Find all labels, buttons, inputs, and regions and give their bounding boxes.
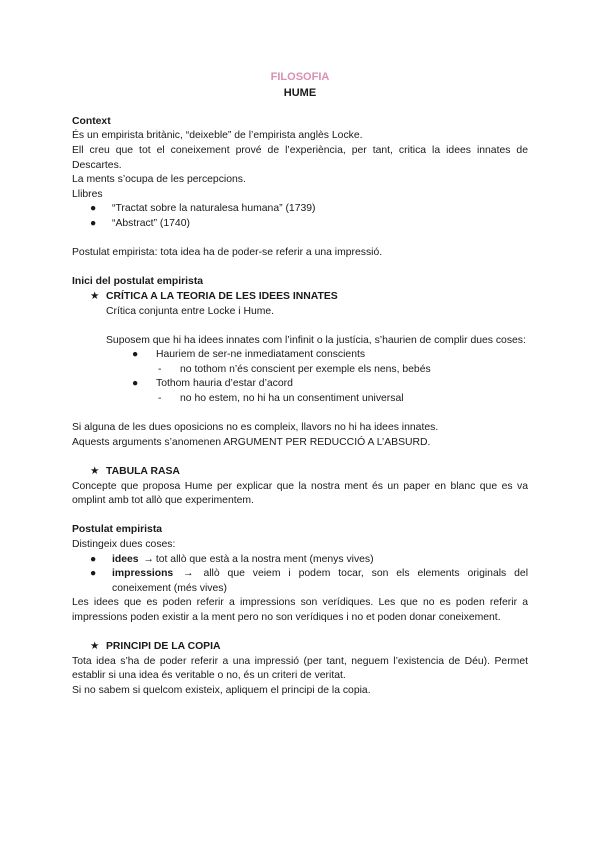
critica-conclusion: Aquests arguments s’anomenen ARGUMENT PER REDUCCIÓ A L’ABSURD. <box>72 436 431 448</box>
list-item: ● “Tractat sobre la naturalesa humana” (1739) <box>72 202 528 217</box>
dash-icon: - <box>158 393 162 405</box>
copia-heading: ★ PRINCIPI DE LA COPIA <box>72 640 528 655</box>
critica-conclusion: Si alguna de les dues oposicions no es compleix, llavors no hi ha idees innates. <box>72 422 439 434</box>
star-icon: ★ <box>90 466 100 478</box>
critica-heading: ★ CRÍTICA A LA TEORIA DE LES IDEES INNATES <box>72 290 528 305</box>
author-title: HUME <box>283 86 317 99</box>
tabula-heading: ★ TABULA RASA <box>72 465 528 480</box>
bullet-icon: ● <box>90 203 97 215</box>
bullet-icon: ● <box>132 349 139 361</box>
critica-subtitle: Crítica conjunta entre Locke i Hume. <box>106 305 275 317</box>
bullet-icon: ● <box>90 568 97 580</box>
list-item: ● idees → tot allò que està a la nostra ment (menys vives) <box>72 553 528 568</box>
inici-heading: Inici del postulat empirista <box>72 276 204 288</box>
postulat-intro: Distingeix dues coses: <box>72 539 176 550</box>
arrow-icon: → <box>183 568 194 580</box>
postulat-heading: Postulat empirista <box>72 524 163 536</box>
postulat-list <box>72 553 528 597</box>
bullet-icon: ● <box>90 217 97 229</box>
copia-text: Si no sabem si quelcom existeix, apliquem el principi de la copia. <box>72 684 371 696</box>
bullet-icon: ● <box>90 553 97 565</box>
star-icon: ★ <box>90 290 100 302</box>
list-item: ● “Abstract” (1740) <box>72 217 528 232</box>
books-label: Llibres <box>72 188 103 200</box>
tabula-text: Concepte que proposa Hume per explicar que la nostra ment és un paper en blanc que es va omplint amb tot allò que experimentem. <box>72 480 528 507</box>
list-item: ● Hauriem de ser-ne inmediatament conscients <box>72 348 528 363</box>
books-list <box>72 202 528 231</box>
context-line: La ments s’ocupa de les percepcions. <box>72 174 246 186</box>
dash-icon: - <box>158 363 162 375</box>
list-item: - no tothom n’és conscient per exemple els nens, bebés <box>72 363 528 378</box>
postulat-statement: Postulat empirista: tota idea ha de poder-se referir a una impressió. <box>72 247 383 259</box>
document-body <box>72 70 528 699</box>
conditions-list <box>72 348 528 406</box>
context-heading: Context <box>72 115 111 127</box>
list-item: - no ho estem, no hi ha un consentiment universal <box>72 392 528 407</box>
context-line: Ell creu que tot el coneixement prové de l’experiència, per tant, critica la idees innates de Descartes. <box>72 144 528 171</box>
arrow-icon: → <box>143 553 154 565</box>
critica-paragraph: Suposem que hi ha idees innates com l’infinit o la justícia, s’haurien de complir dues coses: <box>106 334 526 346</box>
copia-text: Tota idea s’ha de poder referir a una impressió (per tant, neguem l’existencia de Déu). Permet establir si una idea és veritable o no, és un criteri de veritat. <box>72 655 528 682</box>
list-item: ● Tothom hauria d’estar d’acord <box>72 377 528 392</box>
bullet-icon: ● <box>132 378 139 390</box>
context-line: És un empirista britànic, “deixeble” de l’empirista anglès Locke. <box>72 130 363 142</box>
postulat-paragraph: Les idees que es poden referir a impressions son verídiques. Les que no es poden referir a impressions poden existir a la ment pero no son verídiques i no et poden donar coneixement. <box>72 597 528 623</box>
subject-title: FILOSOFIA <box>270 71 330 83</box>
star-icon: ★ <box>90 641 100 653</box>
list-item: ● impressions → allò que veiem i podem tocar, son els elements originals del coneixement (més vives) <box>90 568 529 594</box>
